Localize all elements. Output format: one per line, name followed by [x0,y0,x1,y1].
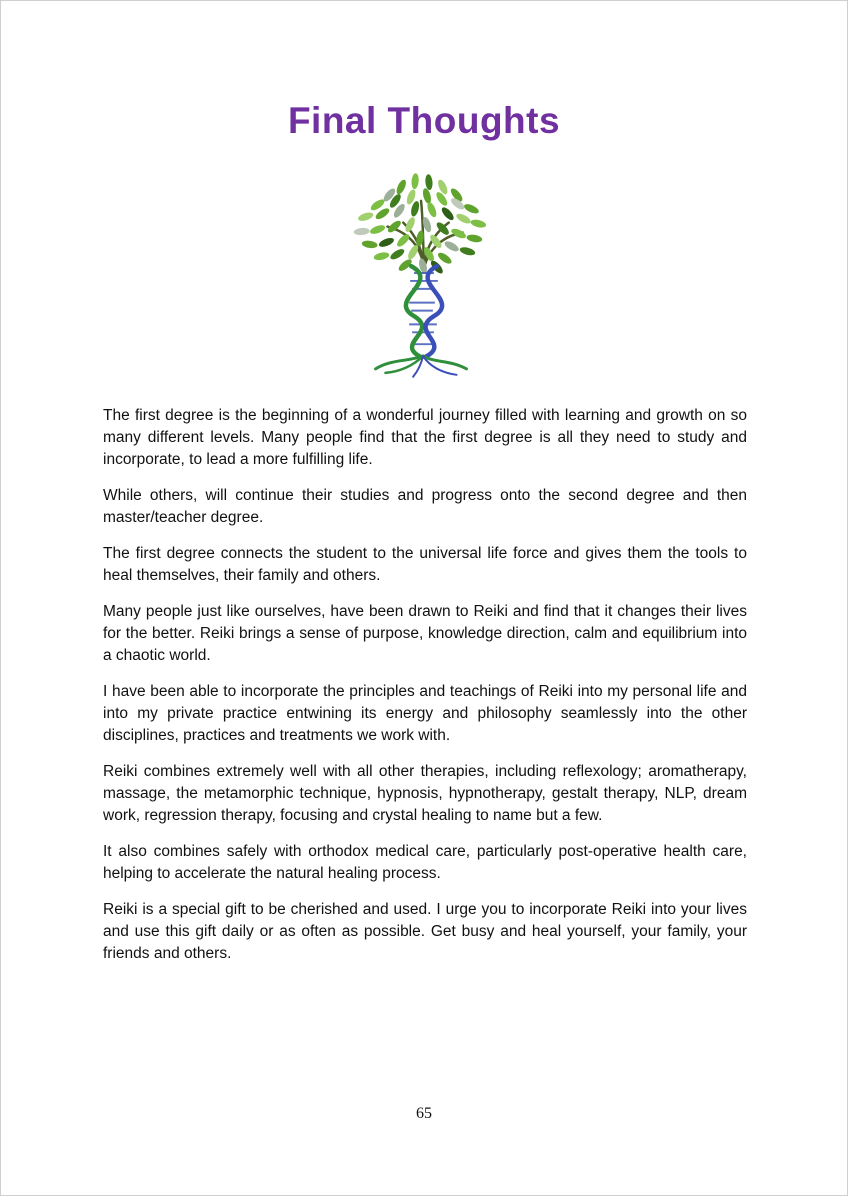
paragraph: I have been able to incorporate the principles and teachings of Reiki into my personal life and into my private practice entwining its energy and philosophy seamlessly into the other disciplines, practices and treatments we work with. [103,683,747,745]
dna-rungs [409,273,438,344]
illustration-container [1,171,847,379]
body-text [103,405,747,965]
tree-roots [376,356,467,377]
tree-leaves [354,173,487,275]
paragraph: It also combines safely with orthodox medical care, particularly post-operative health care, helping to accelerate the natural healing process. [103,843,747,883]
paragraph: Reiki combines extremely well with all other therapies, including reflexology; aromatherapy, massage, the metamorphic technique, hypnosis, hypnotherapy, gestalt therapy, NLP, dream work, regression therapy, focusing and crystal healing to name but a few. [103,763,747,825]
dna-tree-illustration [340,171,508,379]
page-number: 65 [416,1105,432,1122]
paragraph: The first degree connects the student to the universal life force and gives them the tools to heal themselves, their family and others. [103,545,747,585]
paragraph: Many people just like ourselves, have been drawn to Reiki and find that it changes their lives for the better. Reiki brings a sense of purpose, knowledge direction, calm and equilibrium into a chaotic world. [103,603,747,665]
paragraph: The first degree is the beginning of a wonderful journey filled with learning and growth on so many different levels. Many people find that the first degree is all they need to study and incorporate, to lead a more fulfilling life. [103,407,747,469]
page-title: Final Thoughts [287,100,561,141]
paragraph: Reiki is a special gift to be cherished and used. I urge you to incorporate Reiki into your lives and use this gift daily or as often as possible. Get busy and heal yourself, your family, your friends and others. [103,901,747,963]
paragraph: While others, will continue their studies and progress onto the second degree and then master/teacher degree. [103,487,747,527]
